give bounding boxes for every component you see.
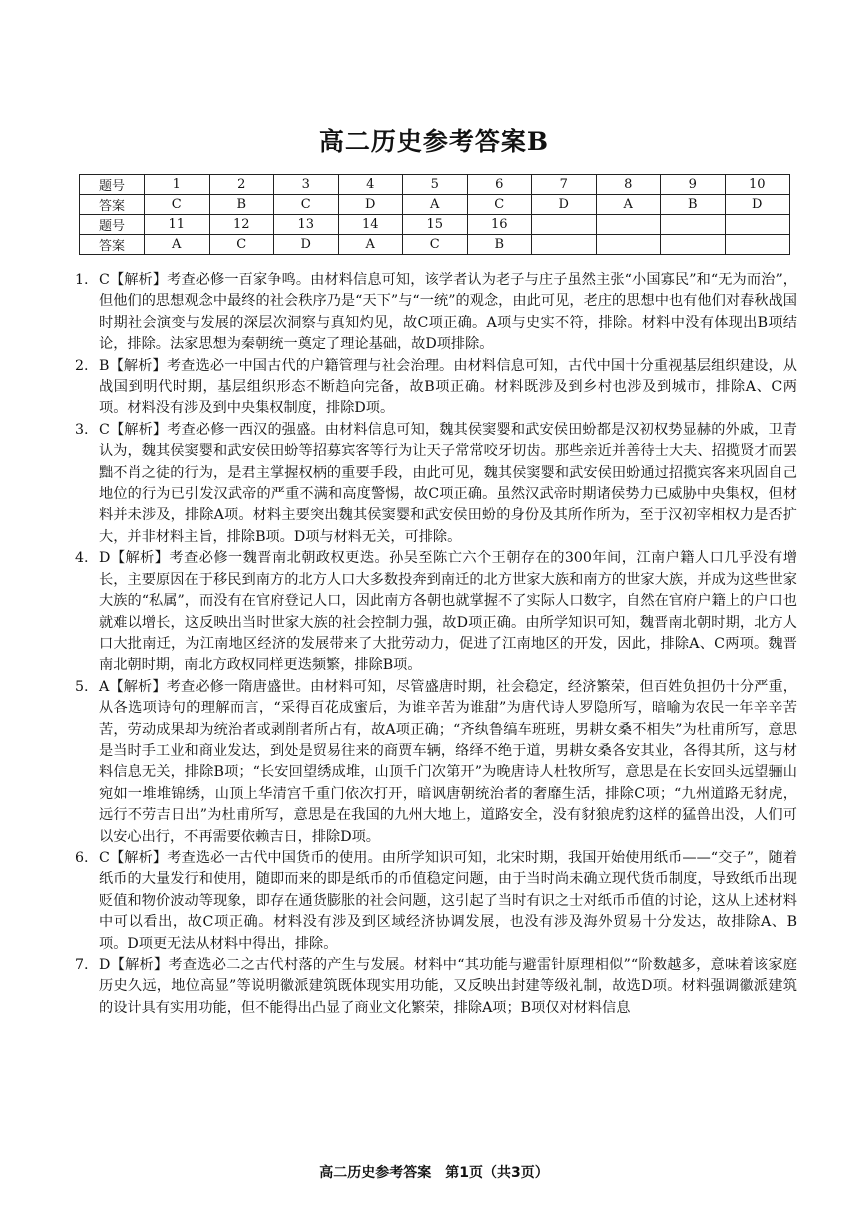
answer-table-cell: B [467,235,532,255]
item-number: 2. [75,357,89,374]
answer-item [75,955,797,1019]
answer-table-cell: C [467,195,532,215]
answer-table-cell [532,215,597,235]
page-footer: 高二历史参考答案 第1页（共3页） [319,1165,549,1181]
answer-table-cell: 11 [145,215,210,235]
answer-item [75,356,797,420]
answer-table-cell [596,235,661,255]
item-number: 7. [75,957,89,973]
answer-table-cell [532,235,597,255]
answer-table-row [80,175,790,195]
answer-table-cell: A [596,195,661,215]
answer-table-cell: D [338,195,403,215]
page-title: 高二历史参考答案B [318,127,550,156]
answer-table-cell: C [403,235,468,255]
answer-table-cell: 15 [403,215,468,235]
answer-table-cell: 14 [338,215,403,235]
answer-table-cell: A [403,195,468,215]
answer-table-cell: B [209,195,274,215]
answer-table-cell [661,235,726,255]
answer-table-header-cell: 题号 [80,175,145,195]
answer-table-header-cell: 答案 [80,195,145,215]
answer-table-row [80,235,790,255]
answer-table-cell: C [274,195,339,215]
answer-table-cell: B [661,195,726,215]
answer-table-cell: 2 [209,175,274,195]
answer-table-cell: 13 [274,215,339,235]
answer-item [75,677,797,848]
answer-table-cell: 12 [209,215,274,235]
answer-table-cell: A [338,235,403,255]
answer-table-cell [725,215,790,235]
answer-table-cell: 8 [596,175,661,195]
answer-table-cell: 10 [725,175,790,195]
item-explanation: C【解析】考查必修一百家争鸣。由材料信息可知，该学者认为老子与庄子虽然主张“小国寡民”和“无为而治”，但他们的思想观念中最终的社会秩序乃是“天下”与“一统”的观念，由此可见，老庄的思想中也有他们对春秋战国时期社会演变与发展的深层次洞察与真知灼见，故C项正确。A项与史实不符，排除。材料中没有体现出B项结论，排除。法家思想为秦朝统一奠定了理论基础，故D项排除。 [99,272,797,353]
answer-item [75,420,797,548]
answer-table-cell: 7 [532,175,597,195]
answer-table-cell: 3 [274,175,339,195]
answer-item [75,548,797,676]
answer-table-cell: C [209,235,274,255]
item-number: 3. [75,421,89,438]
item-explanation: B【解析】考查选必一中国古代的户籍管理与社会治理。由材料信息可知，古代中国十分重视基层组织建设，从战国到明代时期，基层组织形态不断趋向完备，故B项正确。材料既涉及到乡村也涉及到城市，排除A、C两项。材料没有涉及到中央集权制度，排除D项。 [99,357,797,417]
item-number: 6. [75,849,89,866]
answer-table-cell: C [145,195,210,215]
item-number: 4. [75,550,89,567]
item-number: 5. [75,678,89,695]
answer-table-cell: D [532,195,597,215]
answer-table-cell [596,215,661,235]
item-explanation: D【解析】考查选必二之古代村落的产生与发展。材料中“其功能与避雷针原理相似”“阶数越多，意味着该家庭历史久远，地位高显”等说明徽派建筑既体现实用功能，又反映出封建等级礼制，故选D项。材料强调徽派建筑的设计具有实用功能，但不能得出凸显了商业文化繁荣，排除A项；B项仅对材料信息 [99,957,797,1016]
answer-table [79,174,790,255]
answer-table-cell: A [145,235,210,255]
answer-table-row [80,215,790,235]
answer-table-cell: 9 [661,175,726,195]
answer-table-cell: D [274,235,339,255]
answer-table-cell: 16 [467,215,532,235]
answer-table-row [80,195,790,215]
answer-explanations [75,270,797,1019]
item-explanation: C【解析】考查选必一古代中国货币的使用。由所学知识可知，北宋时期，我国开始使用纸币——“交子”，随着纸币的大量发行和使用，随即而来的即是纸币的币值稳定问题，由于当时尚未确立现代货币制度，导致纸币出现贬值和物价波动等现象，即存在通货膨胀的社会问题，这引起了当时有识之士对纸币币值的讨论，这从上述材料中可以看出，故C项正确。材料没有涉及到区域经济协调发展，也没有涉及海外贸易十分发达，故排除A、B项。D项更无法从材料中得出，排除。 [99,849,797,952]
answer-table-header-cell: 题号 [80,215,145,235]
answer-table-cell [725,235,790,255]
answer-table-cell: 5 [403,175,468,195]
item-number: 1. [75,272,89,288]
answer-item [75,270,797,356]
answer-item [75,848,797,955]
answer-table-cell: 6 [467,175,532,195]
answer-table-cell [661,215,726,235]
item-explanation: A【解析】考查必修一隋唐盛世。由材料可知，尽管盛唐时期，社会稳定，经济繁荣，但百姓负担仍十分严重，从各选项诗句的理解而言，“采得百花成蜜后，为谁辛苦为谁甜”为唐代诗人罗隐所写，暗喻为农民一年辛辛苦苦，劳动成果却为统治者或剥削者所占有，故A项正确；“齐纨鲁缟车班班，男耕女桑不相失”为杜甫所写，意思是当时手工业和商业发达，到处是贸易往来的商贾车辆，络绎不绝于道，男耕女桑各安其业，各得其所，这与材料信息无关，排除B项；“长安回望绣成堆，山顶千门次第开”为晚唐诗人杜牧所写，意思是在长安回头远望骊山宛如一堆堆锦绣，山顶上华清宫千重门依次打开，暗讽唐朝统治者的奢靡生活，排除C项；“九州道路无豺虎，远行不劳吉日出”为杜甫所写，意思是在我国的九州大地上，道路安全，没有豺狼虎豹这样的猛兽出没，人们可以安心出行，不再需要依赖吉日，排除D项。 [99,678,797,845]
item-explanation: C【解析】考查必修一西汉的强盛。由材料信息可知，魏其侯窦婴和武安侯田蚡都是汉初权势显赫的外戚，卫青认为，魏其侯窦婴和武安侯田蚡等招募宾客等行为让天子常常咬牙切齿。那些亲近并善待士大夫、招揽贤才而罢黜不肖之徒的行为，是君主掌握权柄的重要手段，由此可见，魏其侯窦婴和武安侯田蚡通过招揽宾客来巩固自己地位的行为已引发汉武帝的严重不满和高度警惕，故C项正确。虽然汉武帝时期诸侯势力已威胁中央集权，但材料并未涉及，排除A项。材料主要突出魏其侯窦婴和武安侯田蚡的身份及其所作所为，至于汉初宰相权力是否扩大，并非材料主旨，排除B项。D项与材料无关，可排除。 [99,421,797,545]
answer-table-header-cell: 答案 [80,235,145,255]
answer-table-cell: D [725,195,790,215]
answer-table-cell: 4 [338,175,403,195]
item-explanation: D【解析】考查必修一魏晋南北朝政权更迭。孙吴至陈亡六个王朝存在的300年间，江南户籍人口几乎没有增长，主要原因在于移民到南方的北方人口大多数投奔到南迁的北方世家大族和南方的世家大族，并成为这些世家大族的“私属”，而没有在官府登记人口，因此南方各朝也就掌握不了实际人口数字，自然在官府户籍上的户口也就难以增长，这反映出当时世家大族的社会控制力强，故D项正确。由所学知识可知，魏晋南北朝时期，北方人口大批南迁，为江南地区经济的发展带来了大批劳动力，促进了江南地区的开发，因此，排除A、C两项。魏晋南北朝时期，南北方政权同样更迭频繁，排除B项。 [99,550,797,674]
answer-table-cell: 1 [145,175,210,195]
